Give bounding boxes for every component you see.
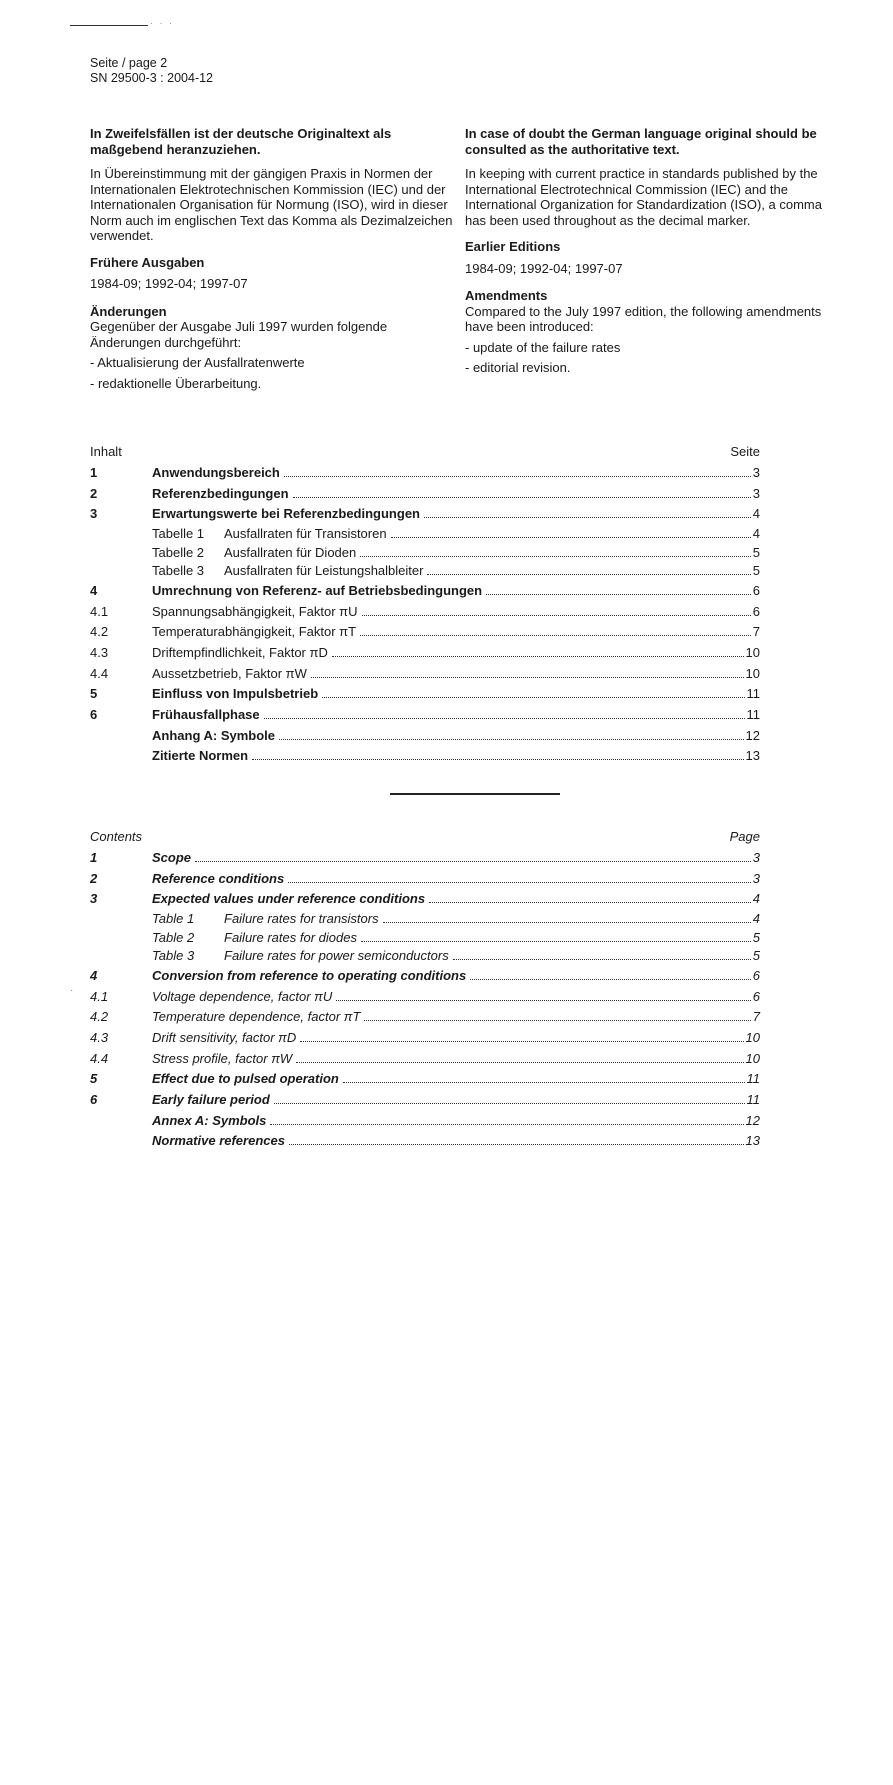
en-editions: 1984-09; 1992-04; 1997-07: [465, 260, 623, 276]
toc-entry-line: [152, 684, 760, 705]
toc-leader-dots: [293, 497, 751, 498]
toc-entry: [90, 504, 760, 525]
toc-table-label: Tabelle 3: [152, 563, 205, 579]
toc-entry: [90, 463, 760, 484]
toc-title: Umrechnung von Referenz- auf Betriebsbedingungen: [152, 581, 484, 602]
toc-title: Conversion from reference to operating conditions: [152, 966, 468, 987]
toc-leader-dots: [270, 1124, 743, 1125]
english-column: [465, 126, 833, 376]
toc-en-header: [90, 829, 760, 848]
toc-entry: [90, 1028, 760, 1049]
toc-table-entry: [90, 562, 760, 581]
toc-page-number: 5: [752, 563, 760, 579]
top-rule: [70, 25, 148, 26]
toc-entry-line: [152, 1131, 760, 1152]
toc-title: Ausfallraten für Leistungshalbleiter: [224, 562, 425, 581]
toc-entry-line: [152, 869, 760, 890]
toc-entry: [90, 622, 760, 643]
toc-page-number: 10: [745, 1050, 760, 1066]
toc-entry: [90, 643, 760, 664]
toc-title: Temperature dependence, factor πT: [152, 1007, 362, 1028]
toc-page-number: 13: [745, 748, 760, 764]
toc-title: Anwendungsbereich: [152, 463, 282, 484]
toc-leader-dots: [289, 1144, 744, 1145]
toc-leader-dots: [274, 1103, 745, 1104]
toc-table-label: Table 1: [152, 911, 195, 927]
toc-page-number: 11: [746, 1071, 760, 1087]
toc-entry-line: [152, 746, 760, 767]
toc-page-number: 6: [752, 967, 760, 983]
en-lead: In case of doubt the German language original should be consulted as the authoritative text.: [465, 126, 817, 157]
toc-leader-dots: [332, 656, 744, 657]
toc-entry: [90, 966, 760, 987]
toc-page-number: 11: [746, 706, 760, 722]
toc-title: Anhang A: Symbole: [152, 726, 277, 747]
toc-entry: [90, 1111, 760, 1132]
document-id: SN 29500-3 : 2004-12: [90, 71, 214, 85]
toc-entry-line: [152, 1090, 760, 1111]
toc-en-rows: [90, 848, 760, 1152]
toc-leader-dots: [486, 594, 751, 595]
toc-entry-line: [152, 1111, 760, 1132]
toc-title: Zitierte Normen: [152, 746, 250, 767]
toc-page-number: 7: [752, 1009, 760, 1025]
toc-entry-line: [152, 889, 760, 910]
toc-page-number: 5: [752, 544, 760, 560]
de-amend-title: Änderungen: [90, 303, 167, 319]
en-editions-title: Earlier Editions: [465, 239, 561, 254]
page-header: [90, 56, 213, 86]
toc-entry-line: [152, 643, 760, 664]
toc-title: Scope: [152, 848, 193, 869]
toc-entry-line: [152, 581, 760, 602]
toc-entry: [90, 1049, 760, 1070]
top-dots: · · ·: [150, 18, 174, 28]
toc-entry: [90, 602, 760, 623]
toc-number: 6: [90, 706, 98, 722]
toc-entry: [90, 1007, 760, 1028]
toc-number: 4: [90, 967, 98, 983]
toc-leader-dots: [336, 1000, 751, 1001]
toc-page-number: 10: [745, 644, 760, 660]
toc-entry: [90, 869, 760, 890]
toc-page-number: 4: [752, 506, 760, 522]
toc-entry: [90, 705, 760, 726]
toc-german: [90, 444, 760, 767]
toc-page-number: 6: [752, 603, 760, 619]
en-amend-title: Amendments: [465, 288, 548, 303]
toc-number: 6: [90, 1091, 98, 1107]
toc-table-entry: [90, 544, 760, 563]
page-number: Seite / page 2: [90, 56, 168, 70]
toc-title: Temperaturabhängigkeit, Faktor πT: [152, 622, 358, 643]
toc-entry-line: [152, 525, 760, 544]
toc-entry: [90, 987, 760, 1008]
toc-leader-dots: [429, 902, 751, 903]
toc-number: 2: [90, 870, 98, 886]
toc-number: 4.2: [90, 1009, 109, 1025]
toc-page-number: 5: [752, 948, 760, 964]
toc-number: 2: [90, 485, 98, 501]
toc-entry: [90, 746, 760, 767]
toc-title: Erwartungswerte bei Referenzbedingungen: [152, 504, 422, 525]
toc-page-number: 3: [752, 485, 760, 501]
toc-de-header: [90, 444, 760, 463]
toc-leader-dots: [391, 537, 751, 538]
toc-table-entry: [90, 910, 760, 929]
toc-table-label: Tabelle 2: [152, 544, 205, 560]
toc-title: Voltage dependence, factor πU: [152, 987, 334, 1008]
toc-title: Drift sensitivity, factor πD: [152, 1028, 298, 1049]
toc-entry-line: [152, 1069, 760, 1090]
toc-title: Driftempfindlichkeit, Faktor πD: [152, 643, 330, 664]
toc-title: Reference conditions: [152, 869, 286, 890]
toc-leader-dots: [288, 882, 751, 883]
toc-table-label: Tabelle 1: [152, 526, 205, 542]
toc-entry-line: [152, 463, 760, 484]
de-editions: 1984-09; 1992-04; 1997-07: [90, 276, 248, 291]
toc-leader-dots: [383, 922, 751, 923]
toc-title: Failure rates for power semiconductors: [224, 947, 451, 966]
toc-page-number: 3: [752, 850, 760, 865]
toc-table-entry: [90, 929, 760, 948]
toc-number: 1: [90, 465, 98, 480]
toc-leader-dots: [362, 615, 751, 616]
toc-table-entry: [90, 525, 760, 544]
toc-page-number: 4: [752, 891, 760, 907]
toc-entry: [90, 684, 760, 705]
en-amend-intro: Compared to the July 1997 edition, the following amendments have been introduced:: [465, 303, 822, 334]
toc-leader-dots: [427, 574, 750, 575]
toc-leader-dots: [195, 861, 751, 862]
toc-entry-line: [152, 987, 760, 1008]
toc-entry-line: [152, 562, 760, 581]
toc-title: Aussetzbetrieb, Faktor πW: [152, 664, 309, 685]
de-editions-title: Frühere Ausgaben: [90, 254, 205, 270]
toc-english: [90, 829, 760, 1152]
toc-leader-dots: [343, 1082, 745, 1083]
toc-leader-dots: [360, 556, 751, 557]
toc-leader-dots: [361, 941, 751, 942]
toc-entry: [90, 664, 760, 685]
section-divider: [390, 793, 560, 795]
toc-leader-dots: [424, 517, 751, 518]
toc-entry-line: [152, 484, 760, 505]
toc-leader-dots: [296, 1062, 743, 1063]
toc-leader-dots: [360, 635, 751, 636]
toc-title: Normative references: [152, 1131, 287, 1152]
toc-entry-line: [152, 622, 760, 643]
toc-entry-line: [152, 726, 760, 747]
toc-leader-dots: [453, 959, 751, 960]
toc-leader-dots: [264, 718, 745, 719]
toc-title: Early failure period: [152, 1090, 272, 1111]
toc-title: Ausfallraten für Transistoren: [224, 525, 389, 544]
toc-title: Annex A: Symbols: [152, 1111, 268, 1132]
toc-en-page-label: Page: [729, 829, 760, 844]
toc-title: Expected values under reference conditions: [152, 889, 427, 910]
toc-table-entry: [90, 947, 760, 966]
toc-page-number: 5: [752, 929, 760, 945]
toc-page-number: 10: [745, 665, 760, 681]
toc-page-number: 6: [752, 582, 760, 598]
toc-title: Failure rates for diodes: [224, 929, 359, 948]
toc-title: Effect due to pulsed operation: [152, 1069, 341, 1090]
toc-page-number: 7: [752, 624, 760, 640]
toc-number: 5: [90, 686, 98, 702]
de-body: In Übereinstimmung mit der gängigen Praxis in Normen der Internationalen Elektrotechnischen Kommission (IEC) und der Internationalen Organisation für Normung (ISO), wird in dieser Norm auch im englischen Text das Komma als Dezimalzeichen verwendet.: [90, 166, 453, 243]
toc-number: 3: [90, 506, 98, 522]
en-amend-item: - editorial revision.: [465, 360, 571, 375]
toc-entry: [90, 1069, 760, 1090]
toc-en-title: Contents: [90, 829, 143, 844]
toc-number: 5: [90, 1071, 98, 1087]
toc-page-number: 10: [745, 1029, 760, 1045]
toc-entry-line: [152, 504, 760, 525]
toc-entry-line: [152, 602, 760, 623]
toc-de-rows: [90, 463, 760, 767]
toc-title: Ausfallraten für Dioden: [224, 544, 358, 563]
de-amend-intro: Gegenüber der Ausgabe Juli 1997 wurden folgende Änderungen durchgeführt:: [90, 319, 388, 350]
toc-title: Spannungsabhängigkeit, Faktor πU: [152, 602, 360, 623]
toc-entry-line: [152, 544, 760, 563]
toc-leader-dots: [470, 979, 751, 980]
toc-page-number: 12: [745, 727, 760, 743]
toc-entry: [90, 726, 760, 747]
toc-title: Einfluss von Impulsbetrieb: [152, 684, 320, 705]
toc-entry-line: [152, 1049, 760, 1070]
toc-number: 4.4: [90, 1050, 109, 1066]
toc-leader-dots: [364, 1020, 750, 1021]
de-amend-item: - redaktionelle Überarbeitung.: [90, 375, 262, 391]
toc-page-number: 3: [752, 870, 760, 886]
toc-title: Stress profile, factor πW: [152, 1049, 294, 1070]
toc-entry-line: [152, 929, 760, 948]
toc-page-number: 4: [752, 526, 760, 542]
toc-entry-line: [152, 1028, 760, 1049]
toc-page-number: 11: [746, 1091, 760, 1107]
toc-leader-dots: [311, 677, 744, 678]
toc-number: 1: [90, 850, 98, 865]
de-amend-item: - Aktualisierung der Ausfallratenwerte: [90, 355, 305, 370]
toc-number: 4.3: [90, 644, 109, 660]
toc-entry-line: [152, 848, 760, 869]
toc-page-number: 11: [746, 686, 760, 702]
toc-title: Failure rates for transistors: [224, 910, 381, 929]
de-lead: In Zweifelsfällen ist der deutsche Originaltext als maßgebend heranzuziehen.: [90, 126, 392, 157]
toc-entry-line: [152, 664, 760, 685]
german-column: [90, 126, 460, 391]
toc-entry-line: [152, 947, 760, 966]
toc-page-number: 4: [752, 911, 760, 927]
toc-number: 4.4: [90, 665, 109, 681]
toc-page-number: 13: [745, 1133, 760, 1149]
toc-entry-line: [152, 1007, 760, 1028]
toc-entry: [90, 889, 760, 910]
toc-entry: [90, 1090, 760, 1111]
toc-number: 3: [90, 891, 98, 907]
toc-entry: [90, 581, 760, 602]
toc-entry: [90, 484, 760, 505]
toc-de-page-label: Seite: [730, 444, 760, 459]
toc-number: 4.2: [90, 624, 109, 640]
toc-page-number: 6: [752, 988, 760, 1004]
toc-number: 4: [90, 582, 98, 598]
toc-title: Frühausfallphase: [152, 705, 262, 726]
en-amend-item: - update of the failure rates: [465, 339, 621, 355]
toc-number: 4.1: [90, 988, 109, 1004]
toc-entry-line: [152, 910, 760, 929]
en-body: In keeping with current practice in standards published by the International Electrotechnical Commission (IEC) and the International Organization for Standardization (ISO), a comma has been used throughout as the decimal marker.: [465, 166, 822, 228]
margin-mark: ·: [70, 985, 74, 996]
toc-table-label: Table 2: [152, 929, 195, 945]
toc-entry: [90, 848, 760, 869]
toc-number: 4.1: [90, 603, 109, 619]
toc-leader-dots: [279, 739, 744, 740]
toc-page-number: 12: [745, 1112, 760, 1128]
toc-entry: [90, 1131, 760, 1152]
toc-table-label: Table 3: [152, 948, 195, 964]
toc-title: Referenzbedingungen: [152, 484, 291, 505]
toc-page-number: 3: [752, 465, 760, 480]
toc-leader-dots: [322, 697, 744, 698]
toc-de-title: Inhalt: [90, 444, 122, 459]
toc-leader-dots: [284, 476, 751, 477]
toc-leader-dots: [300, 1041, 743, 1042]
toc-entry-line: [152, 966, 760, 987]
toc-entry-line: [152, 705, 760, 726]
toc-leader-dots: [252, 759, 743, 760]
toc-number: 4.3: [90, 1029, 109, 1045]
